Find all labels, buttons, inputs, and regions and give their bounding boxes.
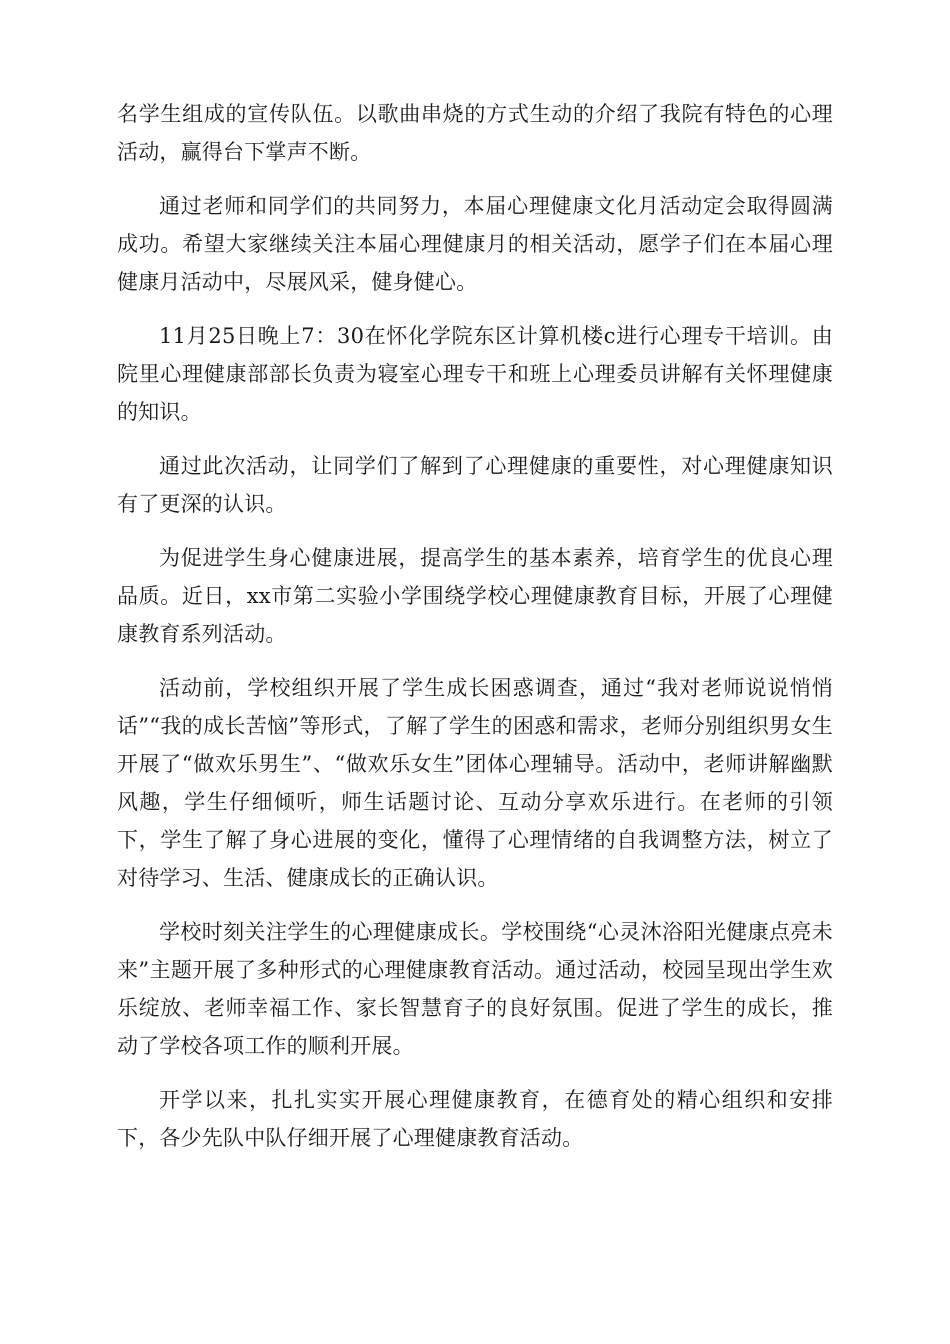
paragraph-school-program-intro: 为促进学生身心健康进展，提高学生的基本素养，培育学生的优良心理品质。近日，xx市第二实验小学围绕学校心理健康教育目标，开展了心理健康教育系列活动。: [117, 546, 833, 646]
paragraph-training-session: 11月25日晚上7：30在怀化学院东区计算机楼c进行心理专干培训。由院里心理健康部部长负责为寝室心理专干和班上心理委员讲解有关怀理健康的知识。: [117, 324, 833, 424]
document-body: [117, 95, 833, 1173]
paragraph-activity-result: 通过此次活动，让同学们了解到了心理健康的重要性，对心理健康知识有了更深的认识。: [117, 454, 833, 516]
paragraph-culture-month-summary: 通过老师和同学们的共同努力，本届心理健康文化月活动定会取得圆满成功。希望大家继续关注本届心理健康月的相关活动，愿学子们在本届心理健康月活动中，尽展风采，健身健心。: [117, 194, 833, 294]
paragraph-school-theme: 学校时刻关注学生的心理健康成长。学校围绕“心灵沐浴阳光健康点亮未来”主题开展了多种形式的心理健康教育活动。通过活动，校园呈现出学生欢乐绽放、老师幸福工作、家长智慧育子的良好氛围。促进了学生的成长，推动了学校各项工作的顺利开展。: [117, 920, 833, 1058]
paragraph-continuation: 名学生组成的宣传队伍。以歌曲串烧的方式生动的介绍了我院有特色的心理活动，赢得台下掌声不断。: [117, 102, 833, 164]
paragraph-pre-activity-survey: 活动前，学校组织开展了学生成长困惑调查，通过“我对老师说说悄悄话”“我的成长苦恼”等形式，了解了学生的困惑和需求，老师分别组织男女生开展了“做欢乐男生”、“做欢乐女生”团体心理辅导。活动中，老师讲解幽默风趣，学生仔细倾听，师生话题讨论、互动分享欢乐进行。在老师的引领下，学生了解了身心进展的变化，懂得了心理情绪的自我调整方法，树立了对待学习、生活、健康成长的正确认识。: [117, 676, 833, 890]
paragraph-semester-start: 开学以来，扎扎实实开展心理健康教育，在德育处的精心组织和安排下，各少先队中队仔细开展了心理健康教育活动。: [117, 1088, 833, 1150]
